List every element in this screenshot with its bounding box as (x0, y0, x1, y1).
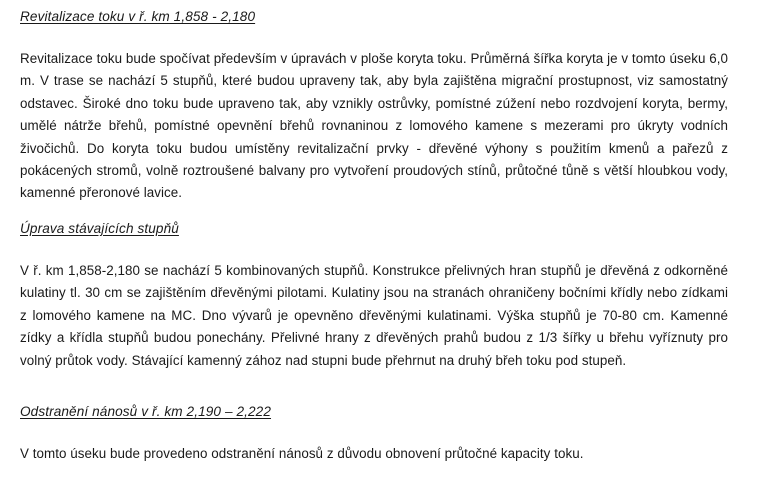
section-body-sediment-removal: V tomto úseku bude provedeno odstranění nánosů z důvodu obnovení průtočné kapacity toku. (20, 446, 584, 461)
section-body-existing-steps: V ř. km 1,858-2,180 se nachází 5 kombinovaných stupňů. Konstrukce přelivných hran stupňů je dřevěná z odkorněné kulatiny tl. 30 cm se zajištěním dřevěnými pilotami. Kulatiny jsou na stranách ohraničeny bočními křídly nebo zídkami z lomového kamene na MC. Dno vývarů je opevněno dřevěnými kulatinami. Výška stupňů je 70-80 cm. Kamenné zídky a křídla stupňů budou ponechány. Přelivné hrany z dřevěných prahů budou z 1/3 šířky u břehu vyříznuty pro volný průtok vody. Stávající kamenný zához nad stupni bude přehrnut na druhý břeh toku pod stupeň. (20, 263, 728, 368)
section-heading-revitalization: Revitalizace toku v ř. km 1,858 - 2,180 (20, 9, 256, 24)
section-heading-sediment-removal: Odstranění nánosů v ř. km 2,190 – 2,222 (20, 404, 272, 419)
section-body-revitalization: Revitalizace toku bude spočívat především v úpravách v ploše koryta toku. Průměrná šířka koryta je v tomto úseku 6,0 m. V trase se nachází 5 stupňů, které budou upraveny tak, aby byla zajištěna migrační prostupnost, viz samostatný odstavec. Široké dno toku bude upraveno tak, aby vznikly ostrůvky, pomístné zúžení nebo rozdvojení koryta, bermy, umělé nátrže břehů, pomístné opevnění břehů rovnaninou z lomového kamene s mezerami pro úkryty vodních živočichů. Do koryta toku budou umístěny revitalizační prvky - dřevěné výhony s použitím kmenů a pařezů z pokácených stromů, volně roztroušené balvany pro vytvoření proudových stínů, průtočné tůně s větší hloubkou vody, kamenné přeronové lavice. (20, 51, 728, 201)
section-heading-existing-steps: Úprava stávajících stupňů (20, 221, 179, 236)
